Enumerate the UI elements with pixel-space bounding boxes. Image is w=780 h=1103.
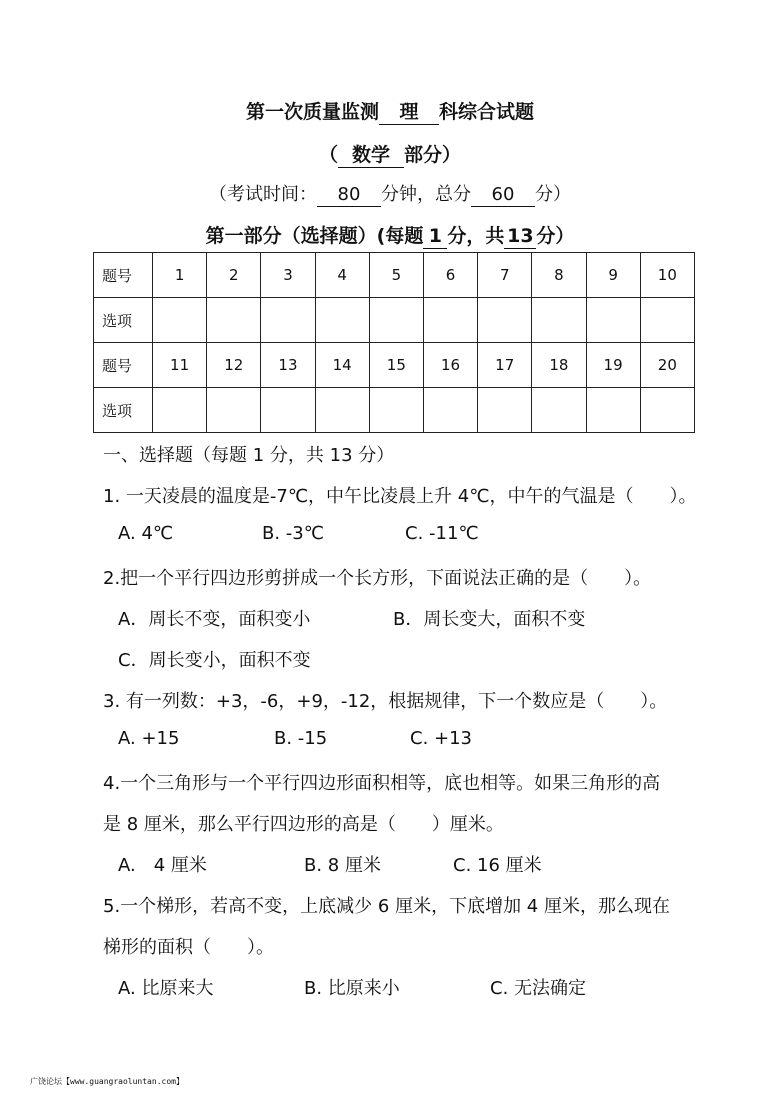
question-4-text-line-2: 是 8 厘米，那么平行四边形的高是（ ）厘米。 xyxy=(103,814,504,835)
answer-cell[interactable] xyxy=(153,298,207,343)
answer-cell[interactable] xyxy=(423,298,477,343)
question-5-option-a: A. 比原来大 xyxy=(118,978,214,999)
question-3-text: 3. 有一列数：+3，-6，+9，-12，根据规律，下一个数应是（ ）。 xyxy=(103,691,668,712)
answer-cell[interactable] xyxy=(640,298,694,343)
question-5-option-b: B. 比原来小 xyxy=(304,978,400,999)
question-2-option-a: A．周长不变，面积变小 xyxy=(118,609,311,630)
question-number: 10 xyxy=(640,253,694,298)
part1-prefix: 第一部分（选择题）(每题 xyxy=(205,225,424,247)
time-middle: 分钟，总分 xyxy=(381,184,471,205)
question-number: 11 xyxy=(153,343,207,388)
answer-cell[interactable] xyxy=(153,388,207,433)
question-1-option-c: C. -11℃ xyxy=(405,523,479,544)
choice-label: 选项 xyxy=(94,388,153,433)
question-number: 2 xyxy=(207,253,261,298)
question-5-text-line-2: 梯形的面积（ ）。 xyxy=(103,937,274,958)
question-1-text: 1. 一天凌晨的温度是-7℃，中午比凌晨上升 4℃，中午的气温是（ ）。 xyxy=(103,486,697,507)
question-number: 5 xyxy=(369,253,423,298)
number-label: 题号 xyxy=(94,253,153,298)
title-prefix: 第一次质量监测 xyxy=(245,101,379,123)
question-2-text: 2.把一个平行四边形剪拼成一个长方形，下面说法正确的是（ ）。 xyxy=(103,568,652,589)
answer-cell[interactable] xyxy=(478,298,532,343)
table-row xyxy=(94,388,695,433)
part1-suffix: 分） xyxy=(536,225,575,247)
time-prefix: （考试时间： xyxy=(209,184,317,205)
question-4-text-line-1: 4.一个三角形与一个平行四边形面积相等，底也相等。如果三角形的高 xyxy=(103,773,661,794)
question-1-option-a: A. 4℃ xyxy=(118,523,174,544)
answer-cell[interactable] xyxy=(478,388,532,433)
answer-cell[interactable] xyxy=(369,388,423,433)
choice-label: 选项 xyxy=(94,298,153,343)
answer-table xyxy=(93,252,695,433)
time-value: 80 xyxy=(317,185,381,207)
answer-cell[interactable] xyxy=(261,298,315,343)
question-number: 1 xyxy=(153,253,207,298)
question-number: 13 xyxy=(261,343,315,388)
question-number: 18 xyxy=(532,343,586,388)
table-row xyxy=(94,298,695,343)
question-number: 17 xyxy=(478,343,532,388)
score-value: 60 xyxy=(471,185,535,207)
question-number: 12 xyxy=(207,343,261,388)
question-3-option-c: C. +13 xyxy=(410,728,472,749)
question-1-option-b: B. -3℃ xyxy=(262,523,324,544)
answer-cell[interactable] xyxy=(315,388,369,433)
question-number: 7 xyxy=(478,253,532,298)
question-number: 3 xyxy=(261,253,315,298)
answer-cell[interactable] xyxy=(586,298,640,343)
time-suffix: 分） xyxy=(535,184,571,205)
part1-per-question: 1 xyxy=(423,226,447,249)
answer-cell[interactable] xyxy=(532,388,586,433)
answer-cell[interactable] xyxy=(532,298,586,343)
answer-cell[interactable] xyxy=(423,388,477,433)
answer-cell[interactable] xyxy=(261,388,315,433)
answer-cell[interactable] xyxy=(640,388,694,433)
question-number: 8 xyxy=(532,253,586,298)
part1-total: 13 xyxy=(504,226,536,249)
answer-cell[interactable] xyxy=(207,388,261,433)
question-number: 6 xyxy=(423,253,477,298)
subtitle-blank: 数学 xyxy=(338,145,404,168)
question-number: 16 xyxy=(423,343,477,388)
question-4-option-a: A. 4 厘米 xyxy=(118,855,207,876)
question-2-option-c: C．周长变小，面积不变 xyxy=(118,650,311,671)
answer-cell[interactable] xyxy=(315,298,369,343)
source-footer: 广饶论坛【www.guangraoluntan.com】 xyxy=(30,1077,184,1086)
section-heading: 一、选择题（每题 1 分，共 13 分） xyxy=(103,445,395,466)
table-row xyxy=(94,343,695,388)
exam-time-line xyxy=(0,180,780,207)
question-5-option-c: C. 无法确定 xyxy=(490,978,587,999)
part1-heading xyxy=(0,221,780,249)
title-suffix: 科综合试题 xyxy=(439,101,535,123)
subtitle-suffix: 部分） xyxy=(404,144,462,166)
answer-cell[interactable] xyxy=(586,388,640,433)
question-number: 9 xyxy=(586,253,640,298)
subtitle-open: （ xyxy=(318,144,338,166)
answer-cell[interactable] xyxy=(207,298,261,343)
question-number: 14 xyxy=(315,343,369,388)
question-number: 19 xyxy=(586,343,640,388)
table-row xyxy=(94,253,695,298)
subtitle xyxy=(0,140,780,168)
question-4-option-b: B. 8 厘米 xyxy=(304,855,381,876)
title-blank: 理 xyxy=(379,102,439,125)
page-title xyxy=(0,97,780,125)
question-number: 4 xyxy=(315,253,369,298)
question-2-option-b: B．周长变大，面积不变 xyxy=(393,609,586,630)
number-label: 题号 xyxy=(94,343,153,388)
question-number: 15 xyxy=(369,343,423,388)
question-number: 20 xyxy=(640,343,694,388)
part1-middle: 分，共 xyxy=(447,225,505,247)
question-4-option-c: C. 16 厘米 xyxy=(453,855,542,876)
question-5-text-line-1: 5.一个梯形，若高不变，上底减少 6 厘米，下底增加 4 厘米，那么现在 xyxy=(103,896,670,917)
question-3-option-a: A. +15 xyxy=(118,728,180,749)
answer-cell[interactable] xyxy=(369,298,423,343)
question-3-option-b: B. -15 xyxy=(274,728,328,749)
